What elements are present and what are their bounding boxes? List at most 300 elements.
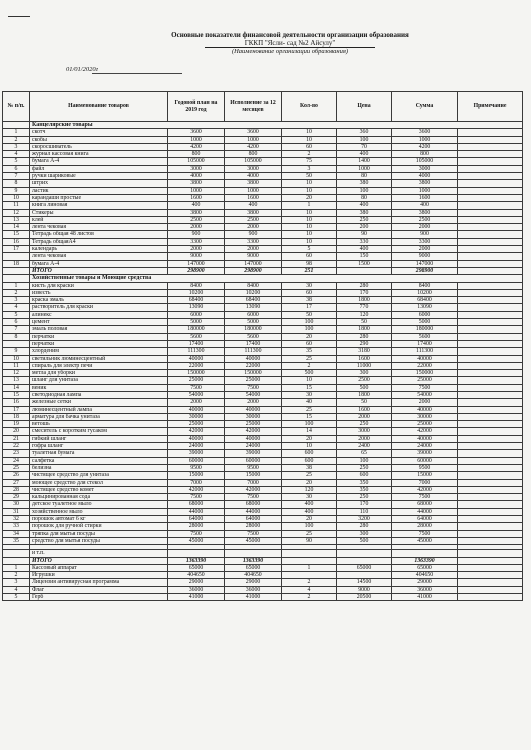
qty-cell: 50: [282, 311, 337, 318]
note-cell: [458, 479, 523, 486]
row-number-cell: 16: [3, 399, 30, 406]
table-row: [3, 311, 523, 318]
sum-cell: 1363390: [392, 557, 458, 564]
sum-cell: 25000: [392, 421, 458, 428]
row-number-cell: 3: [3, 143, 30, 150]
table-row: [3, 202, 523, 209]
plan-cell: 5000: [168, 319, 225, 326]
plan-cell: 17400: [168, 340, 225, 347]
price-cell: 500: [337, 537, 392, 544]
item-name-cell: порошок для ручной стирки: [30, 523, 168, 530]
plan-cell: 42000: [168, 486, 225, 493]
plan-cell: 900: [168, 231, 225, 238]
exec-cell: 60000: [225, 457, 282, 464]
exec-cell: 25000: [225, 377, 282, 384]
qty-cell: 100: [282, 319, 337, 326]
table-row: [3, 472, 523, 479]
sum-cell: 404650: [392, 572, 458, 579]
plan-cell: 3600: [168, 129, 225, 136]
price-cell: 250: [337, 216, 392, 223]
note-cell: [458, 579, 523, 586]
section-title: Канцелярские товары: [30, 122, 523, 129]
price-cell: [337, 572, 392, 579]
note-cell: [458, 267, 523, 274]
exec-cell: 54000: [225, 391, 282, 398]
price-cell: 2000: [337, 435, 392, 442]
table-row: [3, 579, 523, 586]
note-cell: [458, 151, 523, 158]
item-name-cell: перчатки: [30, 333, 168, 340]
item-name-cell: штрих: [30, 180, 168, 187]
row-number-cell: 27: [3, 479, 30, 486]
table-row: [3, 348, 523, 355]
col-plan: Годовой план на 2019 год: [168, 92, 225, 122]
row-number-cell: 9: [3, 187, 30, 194]
price-cell: 250: [337, 421, 392, 428]
sum-cell: 36000: [392, 586, 458, 593]
note-cell: [458, 340, 523, 347]
table-row: [3, 165, 523, 172]
table-row: [3, 384, 523, 391]
exec-cell: 39000: [225, 450, 282, 457]
qty-cell: 25: [282, 355, 337, 362]
qty-cell: 10: [282, 180, 337, 187]
note-cell: [458, 348, 523, 355]
plan-cell: 40000: [168, 355, 225, 362]
item-name-cell: Герб: [30, 594, 168, 601]
exec-cell: 41000: [225, 594, 282, 601]
note-cell: [458, 187, 523, 194]
sum-cell: 2000: [392, 224, 458, 231]
qty-cell: 400: [282, 501, 337, 508]
col-note: Примечание: [458, 92, 523, 122]
item-name-cell: клей: [30, 216, 168, 223]
plan-cell: 400: [168, 202, 225, 209]
item-name-cell: детское туалетное мыло: [30, 501, 168, 508]
qty-cell: 38: [282, 464, 337, 471]
note-cell: [458, 494, 523, 501]
row-number-cell: 1: [3, 282, 30, 289]
row-number-cell: [3, 550, 30, 557]
price-cell: 14500: [337, 579, 392, 586]
exec-cell: 9500: [225, 464, 282, 471]
sum-cell: 3800: [392, 180, 458, 187]
qty-cell: 100: [282, 421, 337, 428]
sum-cell: 3800: [392, 209, 458, 216]
qty-cell: 35: [282, 348, 337, 355]
exec-cell: 1600: [225, 194, 282, 201]
qty-cell: 50: [282, 173, 337, 180]
table-row: [3, 421, 523, 428]
note-cell: [458, 464, 523, 471]
item-name-cell: известь: [30, 289, 168, 296]
row-number-cell: 4: [3, 151, 30, 158]
sum-cell: 65000: [392, 564, 458, 571]
item-name-cell: гофра шланг: [30, 443, 168, 450]
qty-cell: 30: [282, 494, 337, 501]
sum-cell: 2500: [392, 216, 458, 223]
plan-cell: 2500: [168, 216, 225, 223]
row-number-cell: 17: [3, 406, 30, 413]
qty-cell: 10: [282, 216, 337, 223]
exec-cell: 40000: [225, 406, 282, 413]
item-name-cell: скобы: [30, 136, 168, 143]
table-row: [3, 333, 523, 340]
plan-cell: 404650: [168, 572, 225, 579]
table-header-row: [3, 92, 523, 122]
price-cell: 300: [337, 530, 392, 537]
exec-cell: 7500: [225, 384, 282, 391]
note-cell: [458, 238, 523, 245]
qty-cell: 1: [282, 564, 337, 571]
item-name-cell: кисть для краски: [30, 282, 168, 289]
row-number-cell: 34: [3, 530, 30, 537]
exec-cell: 3300: [225, 238, 282, 245]
plan-cell: 54000: [168, 391, 225, 398]
note-cell: [458, 508, 523, 515]
plan-cell: 40000: [168, 406, 225, 413]
table-row: [3, 187, 523, 194]
sum-cell: 40000: [392, 355, 458, 362]
qty-cell: 25: [282, 406, 337, 413]
exec-cell: 180000: [225, 326, 282, 333]
item-name-cell: смеситель с коротким гусаком: [30, 428, 168, 435]
price-cell: 1800: [337, 326, 392, 333]
row-number-cell: 15: [3, 391, 30, 398]
table-row: [3, 586, 523, 593]
exec-cell: 1000: [225, 187, 282, 194]
row-number-cell: 4: [3, 586, 30, 593]
price-cell: 1800: [337, 297, 392, 304]
qty-cell: 2: [282, 594, 337, 601]
price-cell: 770: [337, 304, 392, 311]
sum-cell: 54000: [392, 391, 458, 398]
plan-cell: 40000: [168, 435, 225, 442]
row-number-cell: 8: [3, 333, 30, 340]
note-cell: [458, 246, 523, 253]
exec-cell: 2000: [225, 399, 282, 406]
qty-cell: 30: [282, 391, 337, 398]
price-cell: 3180: [337, 348, 392, 355]
price-cell: 65000: [337, 564, 392, 571]
row-number-cell: 29: [3, 494, 30, 501]
item-name-cell: люминесцентный лампа: [30, 406, 168, 413]
exec-cell: 30000: [225, 413, 282, 420]
price-cell: 1000: [337, 165, 392, 172]
sum-cell: 180000: [392, 326, 458, 333]
sum-cell: 105000: [392, 158, 458, 165]
note-cell: [458, 501, 523, 508]
note-cell: [458, 224, 523, 231]
row-number-cell: 11: [3, 362, 30, 369]
price-cell: 380: [337, 180, 392, 187]
plan-cell: 15000: [168, 472, 225, 479]
sum-cell: 3300: [392, 238, 458, 245]
table-row: [3, 340, 523, 347]
item-name-cell: лента чековая: [30, 253, 168, 260]
qty-cell: 98: [282, 260, 337, 267]
plan-cell: 41000: [168, 594, 225, 601]
price-cell: 280: [337, 333, 392, 340]
exec-cell: 9000: [225, 253, 282, 260]
item-name-cell: краска эмаль: [30, 297, 168, 304]
date-underline: [92, 73, 182, 74]
qty-cell: 17: [282, 304, 337, 311]
qty-cell: 100: [282, 523, 337, 530]
note-cell: [458, 550, 523, 557]
price-cell: 500: [337, 384, 392, 391]
exec-cell: 42000: [225, 486, 282, 493]
plan-cell: 1600: [168, 194, 225, 201]
price-cell: 1600: [337, 406, 392, 413]
sum-cell: 28000: [392, 523, 458, 530]
qty-cell: 600: [282, 450, 337, 457]
exec-cell: 400: [225, 202, 282, 209]
table-row: [3, 253, 523, 260]
note-cell: [458, 399, 523, 406]
price-cell: 3200: [337, 516, 392, 523]
plan-cell: 22000: [168, 362, 225, 369]
table-row: [3, 464, 523, 471]
exec-cell: 10200: [225, 289, 282, 296]
row-number-cell: 13: [3, 216, 30, 223]
price-cell: 170: [337, 289, 392, 296]
item-name-cell: метла для уборки: [30, 370, 168, 377]
price-cell: 1400: [337, 158, 392, 165]
table-row: [3, 260, 523, 267]
note-cell: [458, 202, 523, 209]
row-number-cell: 23: [3, 450, 30, 457]
plan-cell: 64000: [168, 516, 225, 523]
table-row: [3, 194, 523, 201]
sum-cell: 5600: [392, 333, 458, 340]
plan-cell: 180000: [168, 326, 225, 333]
sum-cell: 2000: [392, 246, 458, 253]
note-cell: [458, 428, 523, 435]
item-name-cell: алинекс: [30, 311, 168, 318]
plan-cell: 2000: [168, 224, 225, 231]
sum-cell: 7500: [392, 384, 458, 391]
exec-cell: 68400: [225, 297, 282, 304]
note-cell: [458, 231, 523, 238]
note-cell: [458, 173, 523, 180]
sum-cell: 111300: [392, 348, 458, 355]
item-name-cell: лента чековая: [30, 224, 168, 231]
row-number-cell: 2: [3, 572, 30, 579]
note-cell: [458, 143, 523, 150]
row-number-cell: 14: [3, 224, 30, 231]
row-number-cell: [3, 267, 30, 274]
row-number-cell: 13: [3, 377, 30, 384]
price-cell: 100: [337, 187, 392, 194]
plan-cell: 60000: [168, 457, 225, 464]
note-cell: [458, 443, 523, 450]
qty-cell: 5: [282, 246, 337, 253]
item-name-cell: Кассовый аппарат: [30, 564, 168, 571]
exec-cell: 900: [225, 231, 282, 238]
sum-cell: 30000: [392, 413, 458, 420]
exec-cell: 2000: [225, 224, 282, 231]
sum-cell: 42000: [392, 428, 458, 435]
qty-cell: 14: [282, 428, 337, 435]
col-price: Цена: [337, 92, 392, 122]
note-cell: [458, 377, 523, 384]
plan-cell: 1000: [168, 136, 225, 143]
qty-cell: 3: [282, 165, 337, 172]
table-row: [3, 564, 523, 571]
exec-cell: 2500: [225, 216, 282, 223]
qty-cell: 2: [282, 579, 337, 586]
qty-cell: 20: [282, 333, 337, 340]
sum-cell: 5000: [392, 319, 458, 326]
qty-cell: [282, 557, 337, 564]
note-cell: [458, 209, 523, 216]
sum-cell: 39000: [392, 450, 458, 457]
sum-cell: 42000: [392, 486, 458, 493]
note-cell: [458, 333, 523, 340]
item-name-cell: веник: [30, 384, 168, 391]
note-cell: [458, 564, 523, 571]
note-cell: [458, 435, 523, 442]
table-row: [3, 231, 523, 238]
table-row: [3, 282, 523, 289]
exec-cell: 3000: [225, 165, 282, 172]
exec-cell: 7500: [225, 530, 282, 537]
qty-cell: 25: [282, 472, 337, 479]
note-cell: [458, 158, 523, 165]
total-row: [3, 557, 523, 564]
row-number-cell: 12: [3, 370, 30, 377]
table-row: [3, 319, 523, 326]
qty-cell: [282, 572, 337, 579]
row-number-cell: 9: [3, 348, 30, 355]
sum-cell: 9000: [392, 253, 458, 260]
qty-cell: 4: [282, 586, 337, 593]
exec-cell: 7000: [225, 479, 282, 486]
qty-cell: 600: [282, 457, 337, 464]
plan-cell: 6000: [168, 311, 225, 318]
exec-cell: 68000: [225, 501, 282, 508]
row-number-cell: 3: [3, 297, 30, 304]
table-row: [3, 550, 523, 557]
row-number-cell: 6: [3, 319, 30, 326]
note-cell: [458, 165, 523, 172]
price-cell: 170: [337, 501, 392, 508]
item-name-cell: скоросшиватель: [30, 143, 168, 150]
item-name-cell: арматура для бачка унитаза: [30, 413, 168, 420]
plan-cell: 105000: [168, 158, 225, 165]
corner-mark: [8, 16, 30, 17]
item-name-cell: туалетная бумага: [30, 450, 168, 457]
item-name-cell: книга линовая: [30, 202, 168, 209]
exec-cell: 24000: [225, 443, 282, 450]
plan-cell: 1000: [168, 187, 225, 194]
item-name-cell: шланг для унитаза: [30, 377, 168, 384]
item-name-cell: и т.п.: [30, 550, 168, 557]
price-cell: 150: [337, 253, 392, 260]
table-row: [3, 523, 523, 530]
exec-cell: 2000: [225, 246, 282, 253]
col-name: Наименование товаров: [30, 92, 168, 122]
qty-cell: 10: [282, 377, 337, 384]
table-row: [3, 508, 523, 515]
qty-cell: 2: [282, 362, 337, 369]
note-cell: [458, 594, 523, 601]
sum-cell: 7000: [392, 479, 458, 486]
exec-cell: 3800: [225, 209, 282, 216]
exec-cell: 3800: [225, 180, 282, 187]
table-row: [3, 224, 523, 231]
table-row: [3, 428, 523, 435]
exec-cell: 65000: [225, 564, 282, 571]
exec-cell: 36000: [225, 586, 282, 593]
exec-cell: 6000: [225, 311, 282, 318]
item-name-cell: светодиодная лампа: [30, 391, 168, 398]
plan-cell: [168, 550, 225, 557]
qty-cell: 1: [282, 202, 337, 209]
plan-cell: 2000: [168, 246, 225, 253]
exec-cell: 4200: [225, 143, 282, 150]
note-cell: [458, 572, 523, 579]
item-name-cell: ИТОГО: [30, 267, 168, 274]
table-row: [3, 406, 523, 413]
sum-cell: 41000: [392, 594, 458, 601]
qty-cell: 15: [282, 413, 337, 420]
total-row: [3, 267, 523, 274]
price-cell: 330: [337, 238, 392, 245]
plan-cell: 25000: [168, 377, 225, 384]
item-name-cell: тряпка для мытья посуды: [30, 530, 168, 537]
sum-cell: [392, 550, 458, 557]
qty-cell: 20: [282, 516, 337, 523]
exec-cell: 1363390: [225, 557, 282, 564]
sum-cell: 22000: [392, 362, 458, 369]
table-row: [3, 413, 523, 420]
price-cell: 11000: [337, 362, 392, 369]
note-cell: [458, 421, 523, 428]
qty-cell: 10: [282, 129, 337, 136]
item-name-cell: железные сетки: [30, 399, 168, 406]
sum-cell: 17400: [392, 340, 458, 347]
price-cell: 110: [337, 508, 392, 515]
plan-cell: 3000: [168, 165, 225, 172]
note-cell: [458, 136, 523, 143]
price-cell: 80: [337, 173, 392, 180]
exec-cell: 8400: [225, 282, 282, 289]
qty-cell: 60: [282, 340, 337, 347]
sum-cell: 3000: [392, 165, 458, 172]
item-name-cell: карандаши простые: [30, 194, 168, 201]
exec-cell: 29000: [225, 579, 282, 586]
item-name-cell: кальцинированная сода: [30, 494, 168, 501]
row-number-cell: 33: [3, 523, 30, 530]
sum-cell: 298900: [392, 267, 458, 274]
item-name-cell: эмаль половая: [30, 326, 168, 333]
item-name-cell: календарь: [30, 246, 168, 253]
table-row: [3, 246, 523, 253]
sum-cell: 10200: [392, 289, 458, 296]
note-cell: [458, 216, 523, 223]
plan-cell: 2000: [168, 399, 225, 406]
price-cell: 280: [337, 282, 392, 289]
qty-cell: 15: [282, 384, 337, 391]
qty-cell: 90: [282, 537, 337, 544]
row-number-cell: 28: [3, 486, 30, 493]
note-cell: [458, 297, 523, 304]
price-cell: 2500: [337, 377, 392, 384]
exec-cell: 40000: [225, 435, 282, 442]
note-cell: [458, 180, 523, 187]
